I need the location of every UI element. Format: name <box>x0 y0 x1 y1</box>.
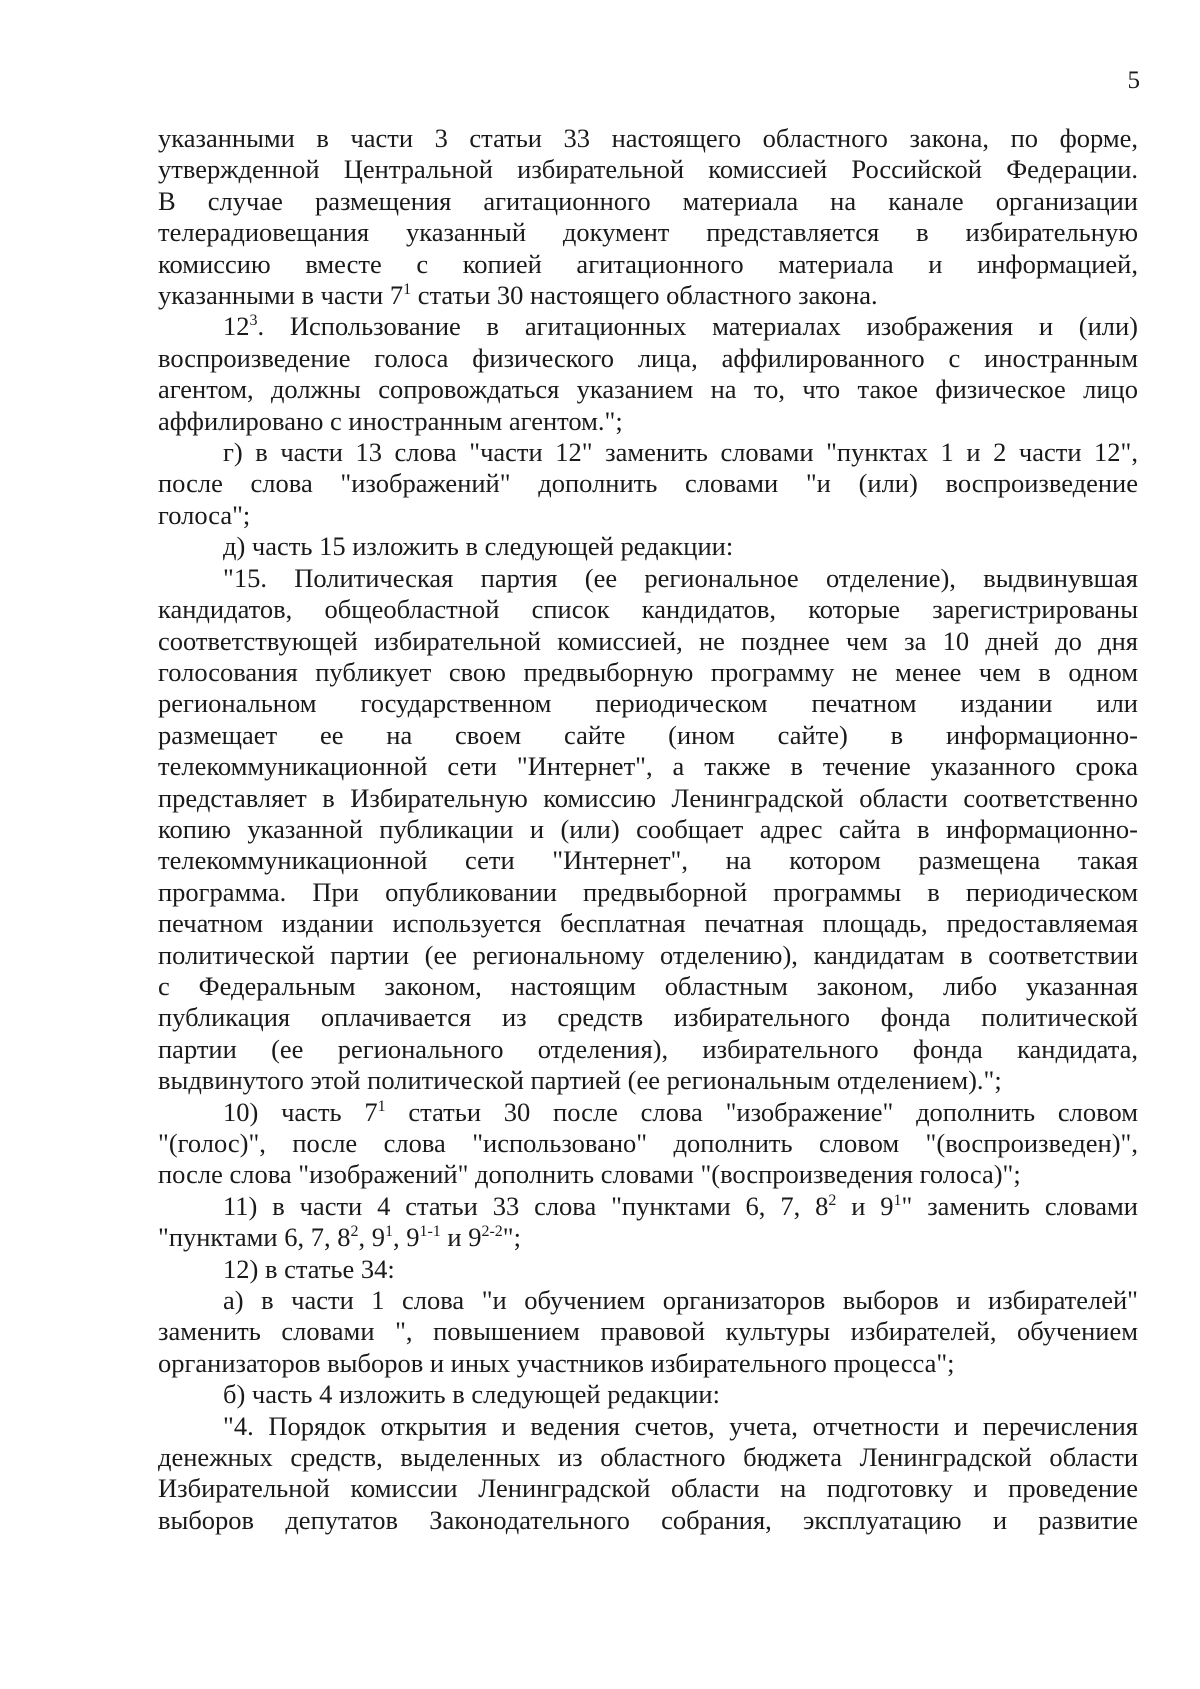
text-line: соответствующей избирательной комиссией, не позднее чем за 10 дней до дня <box>158 625 1138 656</box>
document-body <box>158 123 1138 1536</box>
superscript: 1 <box>893 1191 902 1209</box>
text-line: организаторов выборов и иных участников избирательного процесса"; <box>158 1347 955 1378</box>
text-line: после слова "изображений" дополнить словами "(воспроизведения голоса)"; <box>158 1159 1021 1190</box>
text-fragment: , 9 <box>358 1222 385 1253</box>
text-line: политической партии (ее региональному отделению), кандидатам в соответствии <box>158 939 1138 970</box>
text-line: денежных средств, выделенных из областного бюджета Ленинградской области <box>158 1442 1138 1473</box>
text-line: выборов депутатов Законодательного собрания, эксплуатацию и развитие <box>158 1504 1138 1535</box>
text-fragment: статьи 30 после слова "изображение" дополнить словом <box>385 1096 1138 1127</box>
text-fragment: , 9 <box>392 1222 420 1253</box>
text-line: агентом, должны сопровождаться указанием на то, что такое физическое лицо <box>158 374 1138 405</box>
text-line: указанными в части 3 статьи 33 настоящего областного закона, по форме, <box>158 123 1138 153</box>
text-fragment: "пунктами 6, 7, 8 <box>158 1222 351 1253</box>
text-line: кандидатов, общеобластной список кандидатов, которые зарегистрированы <box>158 594 1138 625</box>
text-line: комиссию вместе с копией агитационного материала и информацией, <box>158 248 1138 279</box>
text-fragment: 11) в части 4 статьи 33 слова "пунктами 6, 7, 8 <box>223 1190 829 1221</box>
text-fragment: и 9 <box>440 1222 482 1253</box>
text-fragment: " заменить словами <box>901 1190 1138 1221</box>
text-line: "15. Политическая партия (ее региональное отделение), выдвинувшая <box>223 562 1138 593</box>
text-line: голосования публикует свою предвыборную программу не менее чем в одном <box>158 656 1138 687</box>
text-line <box>158 311 1138 342</box>
text-line: копию указанной публикации и (или) сообщает адрес сайта в информационно- <box>158 813 1138 844</box>
text-fragment: 12 <box>223 311 250 342</box>
superscript: 1 <box>377 1097 386 1115</box>
text-line: размещает ее на своем сайте (ином сайте) в информационно- <box>158 719 1138 750</box>
text-line <box>158 1097 1138 1128</box>
text-line: 12) в статье 34: <box>223 1253 395 1284</box>
text-line: г) в части 13 слова "части 12" заменить словами "пунктах 1 и 2 части 12", <box>223 437 1138 468</box>
text-line: телекоммуникационной сети "Интернет", а также в течение указанного срока <box>158 751 1138 782</box>
text-line: партии (ее регионального отделения), избирательного фонда кандидата, <box>158 1033 1138 1064</box>
text-fragment: и 9 <box>836 1190 894 1221</box>
text-line: публикация оплачивается из средств избирательного фонда политической <box>158 1002 1138 1033</box>
superscript: 2 <box>350 1223 359 1241</box>
text-line <box>158 1222 1138 1253</box>
text-line: "(голос)", после слова "использовано" дополнить словом "(воспроизведен)", <box>158 1128 1138 1158</box>
text-line: В случае размещения агитационного материала на канале организации <box>158 185 1138 216</box>
text-line: программа. При опубликовании предвыборной программы в периодическом <box>158 876 1138 907</box>
text-line: заменить словами ", повышением правовой культуры избирателей, обучением <box>158 1316 1138 1347</box>
text-line: печатном издании используется бесплатная печатная площадь, предоставляемая <box>158 908 1138 939</box>
text-line: с Федеральным законом, настоящим областным законом, либо указанная <box>158 970 1138 1001</box>
superscript: 3 <box>249 312 258 330</box>
text-line: телерадиовещания указанный документ представляется в избирательную <box>158 217 1138 248</box>
text-line: аффилировано с иностранным агентом."; <box>158 405 623 436</box>
text-line: воспроизведение голоса физического лица, аффилированного с иностранным <box>158 342 1138 373</box>
superscript: 1 <box>384 1223 393 1241</box>
text-line: "4. Порядок открытия и ведения счетов, учета, отчетности и перечисления <box>223 1410 1138 1441</box>
text-line: д) часть 15 изложить в следующей редакции: <box>223 531 734 562</box>
superscript: 2-2 <box>481 1223 503 1241</box>
text-line: утвержденной Центральной избирательной комиссией Российской Федерации. <box>158 154 1138 185</box>
text-line: выдвинутого этой политической партией (ее региональным отделением)."; <box>158 1065 1002 1096</box>
text-fragment: статьи 30 настоящего областного закона. <box>411 280 878 311</box>
text-line: телекоммуникационной сети "Интернет", на котором размещена такая <box>158 845 1138 876</box>
text-fragment: "; <box>502 1222 521 1253</box>
text-line: после слова "изображений" дополнить словами "и (или) воспроизведение <box>158 468 1138 499</box>
text-line: б) часть 4 изложить в следующей редакции: <box>223 1379 720 1410</box>
text-line <box>158 1191 1138 1222</box>
text-fragment: . Использование в агитационных материалах изображения и (или) <box>257 311 1138 342</box>
page-number: 5 <box>1127 67 1140 94</box>
text-fragment: 10) часть 7 <box>223 1096 378 1127</box>
text-line: Избирательной комиссии Ленинградской области на подготовку и проведение <box>158 1473 1138 1504</box>
text-line: а) в части 1 слова "и обучением организаторов выборов и избирателей" <box>223 1285 1138 1316</box>
text-line <box>158 280 1138 311</box>
text-fragment: указанными в части 7 <box>158 280 404 311</box>
text-line: региональном государственном периодическом печатном издании или <box>158 688 1138 719</box>
superscript: 1 <box>403 281 412 299</box>
superscript: 1-1 <box>419 1223 441 1241</box>
text-line: представляет в Избирательную комиссию Ленинградской области соответственно <box>158 782 1138 813</box>
text-line: голоса"; <box>158 499 251 530</box>
superscript: 2 <box>828 1191 837 1209</box>
